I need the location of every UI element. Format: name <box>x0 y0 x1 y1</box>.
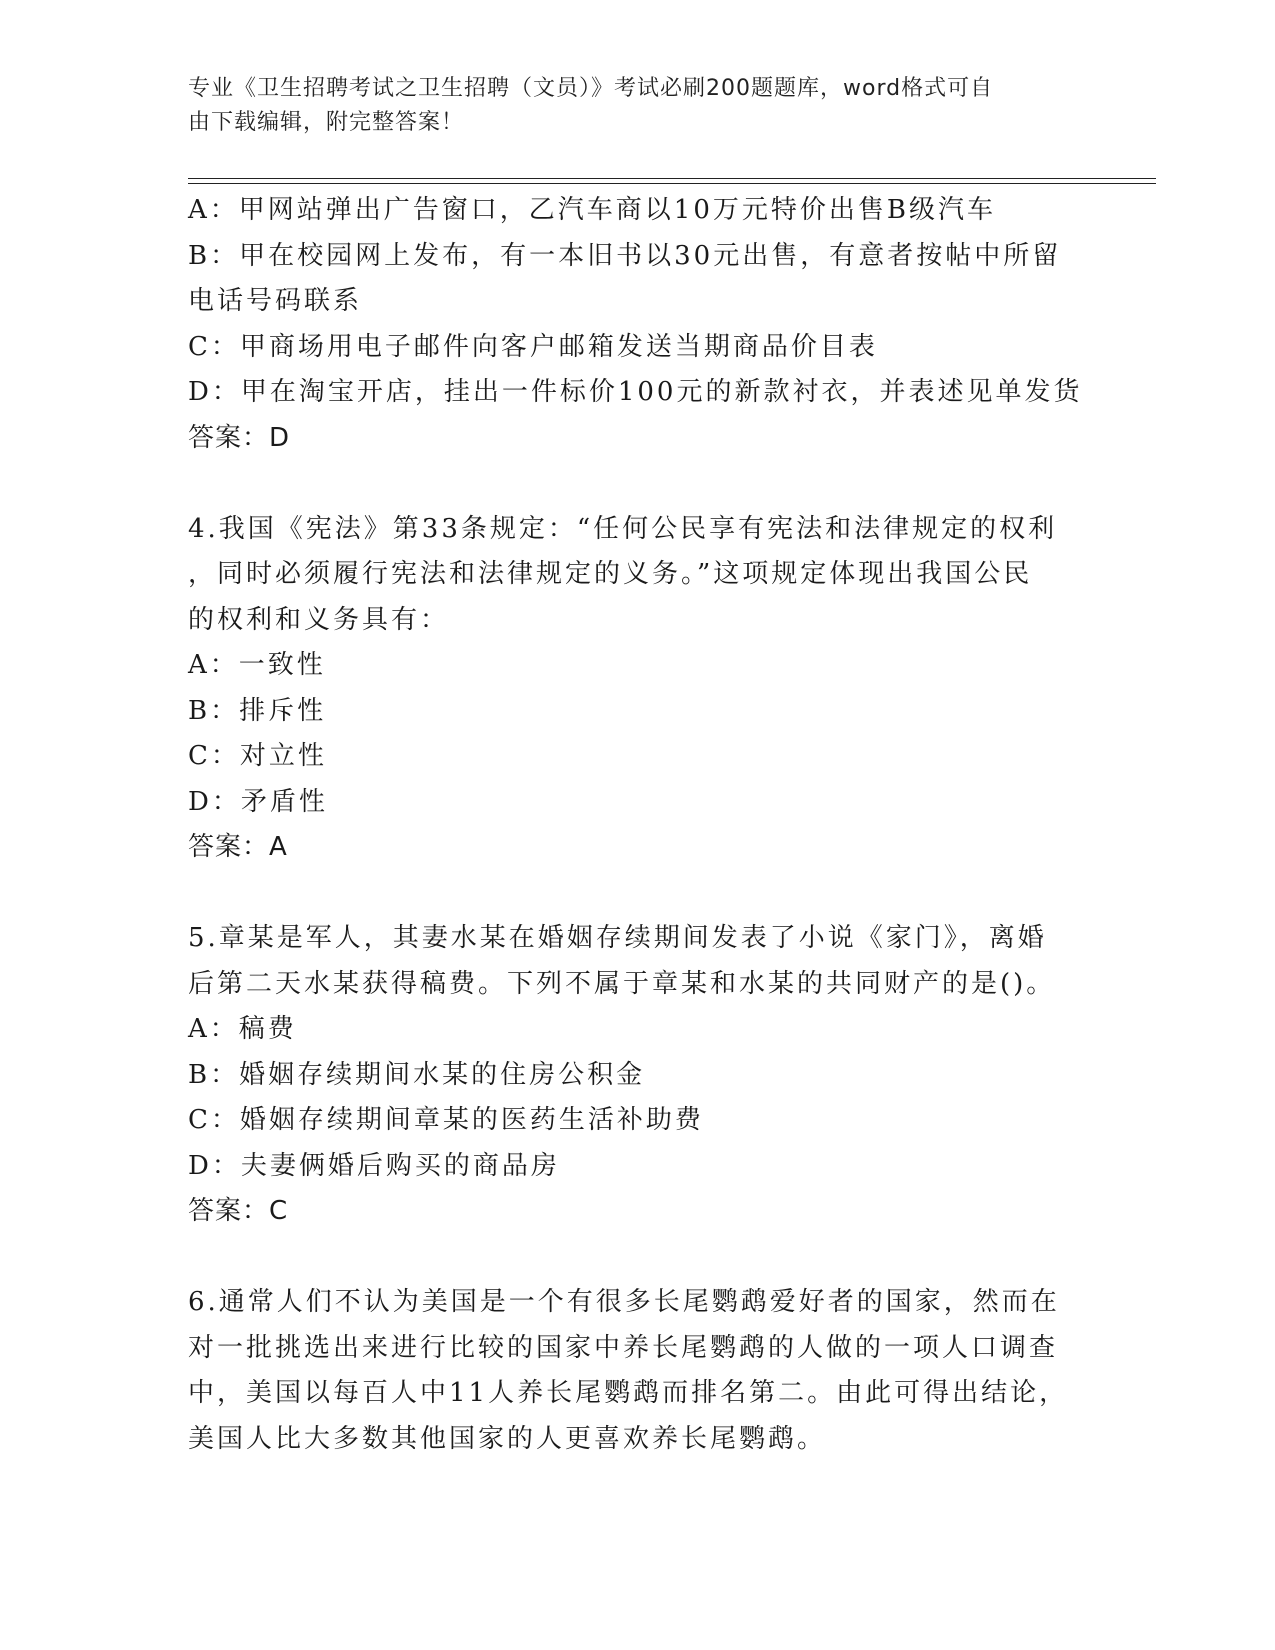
question-6 <box>188 1280 1088 1462</box>
q5-option-b: B：婚姻存续期间水某的住房公积金 <box>188 1059 646 1090</box>
question-3-options <box>188 188 1088 461</box>
q6-stem-line-2: 对一批挑选出来进行比较的国家中养长尾鹦鹉的人做的一项人口调查 <box>188 1332 1059 1363</box>
q5-stem-line-1: 5.章某是军人，其妻水某在婚姻存续期间发表了小说《家门》，离婚 <box>188 923 1047 953</box>
q5-option-d: D：夫妻俩婚后购买的商品房 <box>188 1150 560 1181</box>
q3-option-b-line-2: 电话号码联系 <box>188 286 363 316</box>
q6-stem-line-3: 中，美国以每百人中11人养长尾鹦鹉而排名第二。由此可得出结论， <box>188 1378 1069 1408</box>
q3-option-a: A：甲网站弹出广告窗口，乙汽车商以10万元特价出售B级汽车 <box>188 195 996 225</box>
q4-option-a: A：一致性 <box>188 650 326 680</box>
q5-answer: 答案：C <box>188 1196 289 1226</box>
q4-option-d: D：矛盾性 <box>188 786 328 817</box>
question-4 <box>188 507 1088 871</box>
q3-option-c: C：甲商场用电子邮件向客户邮箱发送当期商品价目表 <box>188 331 878 362</box>
q4-stem-line-3: 的权利和义务具有： <box>188 604 450 635</box>
spacer <box>188 1235 1088 1281</box>
document-header <box>188 72 1068 140</box>
q3-option-d: D：甲在淘宝开店，挂出一件标价100元的新款衬衣，并表述见单发货 <box>188 377 1083 407</box>
q3-option-b-line-1: B：甲在校园网上发布，有一本旧书以30元出售，有意者按帖中所留 <box>188 240 1062 271</box>
header-line-2: 由下载编辑，附完整答案！ <box>188 110 465 135</box>
q4-option-b: B：排斥性 <box>188 695 327 726</box>
q4-stem-line-1: 4.我国《宪法》第33条规定：“任何公民享有宪法和法律规定的权利 <box>188 513 1058 544</box>
document-body <box>188 188 1088 1462</box>
q3-answer: 答案：D <box>188 422 291 453</box>
q5-option-a: A：稿费 <box>188 1014 297 1044</box>
q6-stem-line-4: 美国人比大多数其他国家的人更喜欢养长尾鹦鹉。 <box>188 1423 827 1454</box>
q6-stem-line-1: 6.通常人们不认为美国是一个有很多长尾鹦鹉爱好者的国家，然而在 <box>188 1287 1060 1317</box>
header-rule-bottom <box>188 183 1156 184</box>
q5-option-c: C：婚姻存续期间章某的医药生活补助费 <box>188 1105 704 1135</box>
question-5 <box>188 916 1088 1235</box>
q4-option-c: C：对立性 <box>188 741 327 771</box>
spacer <box>188 871 1088 917</box>
q4-stem-line-2: ，同时必须履行宪法和法律规定的义务。”这项规定体现出我国公民 <box>188 559 1033 589</box>
header-line-1: 专业《卫生招聘考试之卫生招聘（文员）》考试必刷200题题库，word格式可自 <box>188 76 994 101</box>
spacer <box>188 461 1088 507</box>
q5-stem-line-2: 后第二天水某获得稿费。下列不属于章某和水某的共同财产的是()。 <box>188 968 1056 999</box>
header-rule-top <box>188 178 1156 179</box>
q4-answer: 答案：A <box>188 832 288 862</box>
